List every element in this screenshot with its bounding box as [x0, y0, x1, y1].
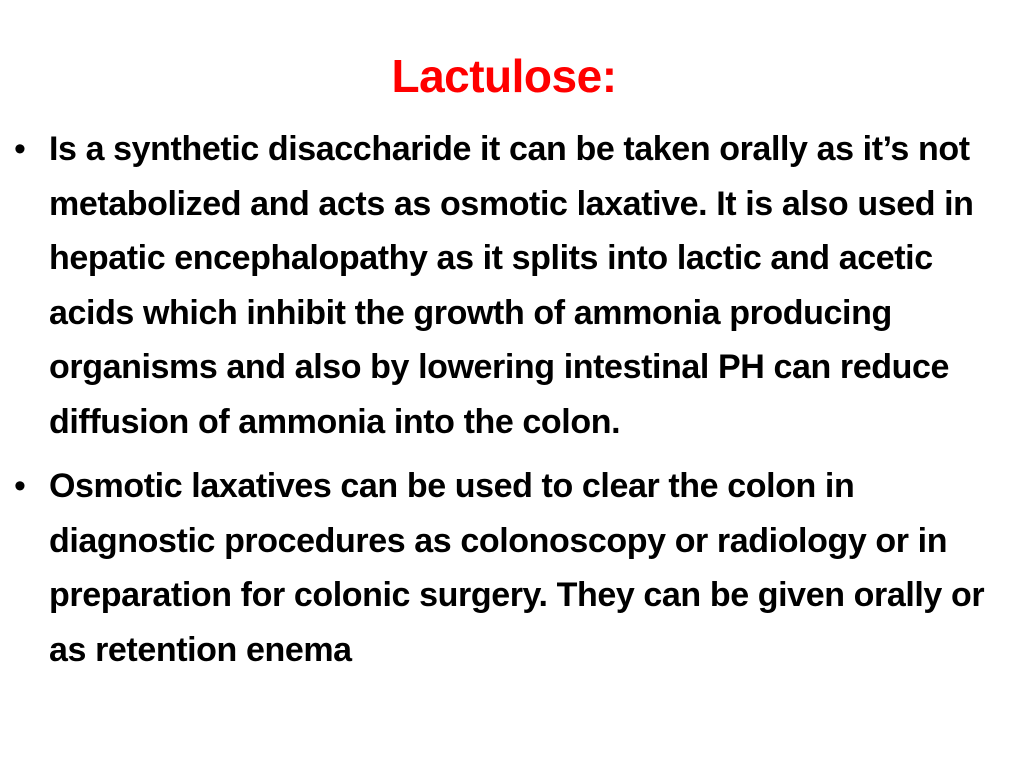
- bullet-icon: •: [14, 130, 26, 168]
- bullet-icon: •: [14, 467, 26, 505]
- bullet-item: [14, 122, 1014, 449]
- bullet-text: Osmotic laxatives can be used to clear the colon in diagnostic procedures as colonoscopy or radiology or in preparation for colonic surgery. They can be given orally or as retention enema: [49, 467, 985, 669]
- slide-title: Lactulose:: [391, 50, 617, 102]
- bullet-list: [14, 122, 1014, 687]
- bullet-text: Is a synthetic disaccharide it can be taken orally as it’s not metabolized and acts as osmotic laxative. It is also used in hepatic encephalopathy as it splits into lactic and acetic acids which inhibit the growth of ammonia producing organisms and also by lowering intestinal PH can reduce diffusion of ammonia into the colon.: [49, 130, 974, 441]
- bullet-item: [14, 459, 1014, 677]
